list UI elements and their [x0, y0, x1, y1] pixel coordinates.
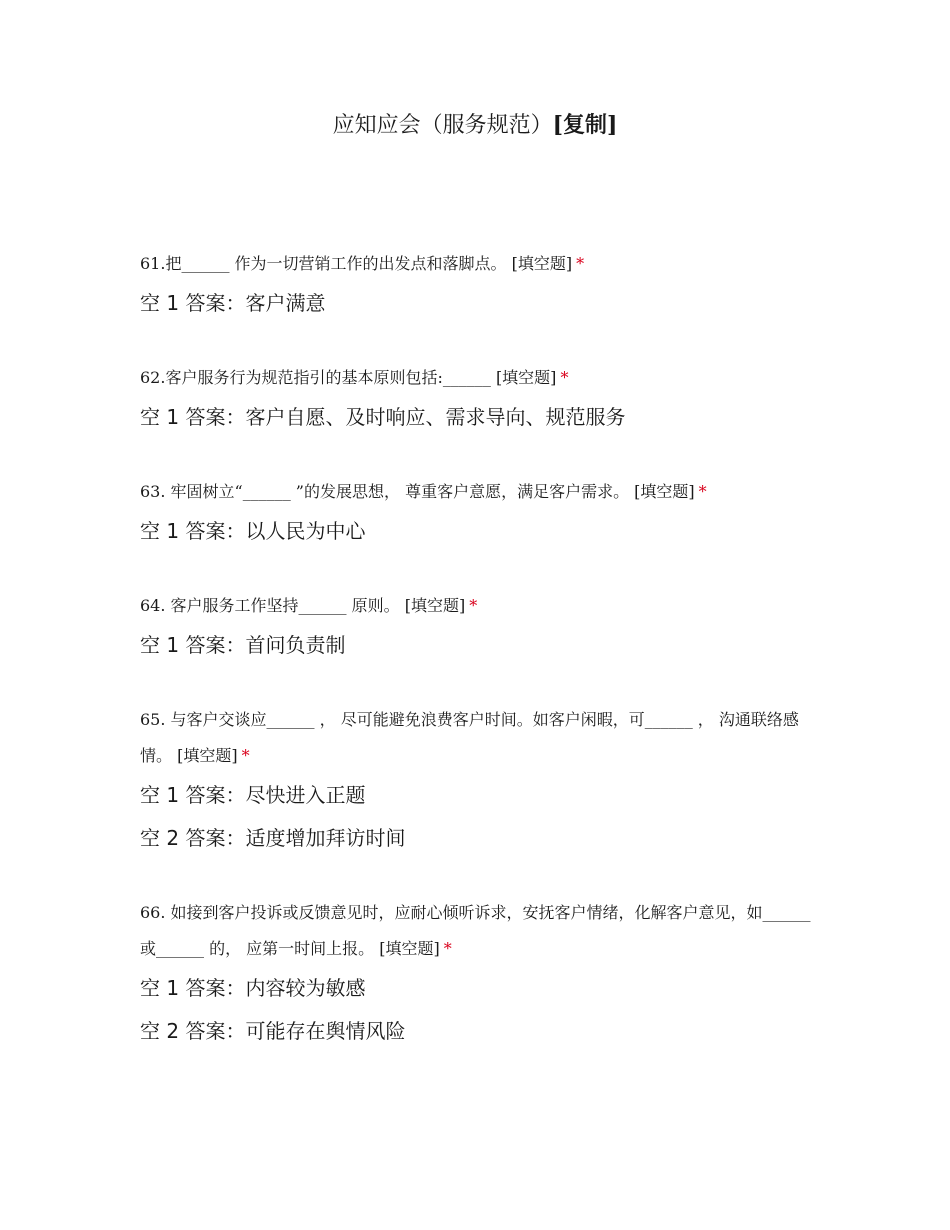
page-title	[0, 109, 950, 142]
question-type: [填空题]	[511, 254, 573, 273]
question-text	[140, 474, 820, 510]
answer-line: 空 1 答案：首问负责制	[140, 633, 346, 657]
question-prompt: 64. 客户服务工作坚持______ 原则。	[140, 596, 400, 615]
question-prompt: 61.把______ 作为一切营销工作的出发点和落脚点。	[140, 254, 507, 273]
question-type: [填空题]	[404, 596, 466, 615]
question-text	[140, 246, 820, 282]
question-text	[140, 702, 820, 774]
required-mark: *	[576, 254, 585, 273]
required-mark: *	[469, 596, 478, 615]
answer-line: 空 2 答案：可能存在舆情风险	[140, 1019, 406, 1043]
required-mark: *	[443, 939, 452, 958]
question-type: [填空题]	[495, 368, 557, 387]
question-type: [填空题]	[177, 746, 238, 765]
question-prompt: 65. 与客户交谈应______ ， 尽可能避免浪费客户时间。如客户闲暇，可______ ， 沟通联络感情。	[140, 710, 799, 765]
copy-tag: [复制]	[552, 112, 618, 138]
question-text	[140, 895, 820, 967]
question-text	[140, 588, 820, 624]
question-text	[140, 360, 820, 396]
required-mark: *	[560, 368, 569, 387]
question-item	[140, 588, 820, 667]
question-prompt: 66. 如接到客户投诉或反馈意见时，应耐心倾听诉求，安抚客户情绪，化解客户意见，如______ 或______ 的， 应第一时间上报。	[140, 903, 811, 958]
answer-line: 空 1 答案：尽快进入正题	[140, 783, 366, 807]
question-list	[140, 246, 820, 1088]
required-mark: *	[698, 482, 707, 501]
answer-line: 空 1 答案：客户自愿、及时响应、需求导向、规范服务	[140, 405, 626, 429]
answer-line: 空 2 答案：适度增加拜访时间	[140, 826, 406, 850]
question-prompt: 62.客户服务行为规范指引的基本原则包括:______	[140, 368, 491, 387]
question-item	[140, 474, 820, 553]
answer-line: 空 1 答案：以人民为中心	[140, 519, 366, 543]
question-prompt: 63. 牢固树立“______ ”的发展思想， 尊重客户意愿，满足客户需求。	[140, 482, 630, 501]
question-item	[140, 246, 820, 325]
question-type: [填空题]	[634, 482, 695, 501]
question-item	[140, 360, 820, 439]
answer-line: 空 1 答案：内容较为敏感	[140, 976, 366, 1000]
question-item	[140, 702, 820, 860]
page-title-text: 应知应会（服务规范）	[332, 113, 553, 138]
answer-line: 空 1 答案：客户满意	[140, 291, 326, 315]
required-mark: *	[241, 746, 250, 765]
question-type: [填空题]	[379, 939, 440, 958]
question-item	[140, 895, 820, 1053]
